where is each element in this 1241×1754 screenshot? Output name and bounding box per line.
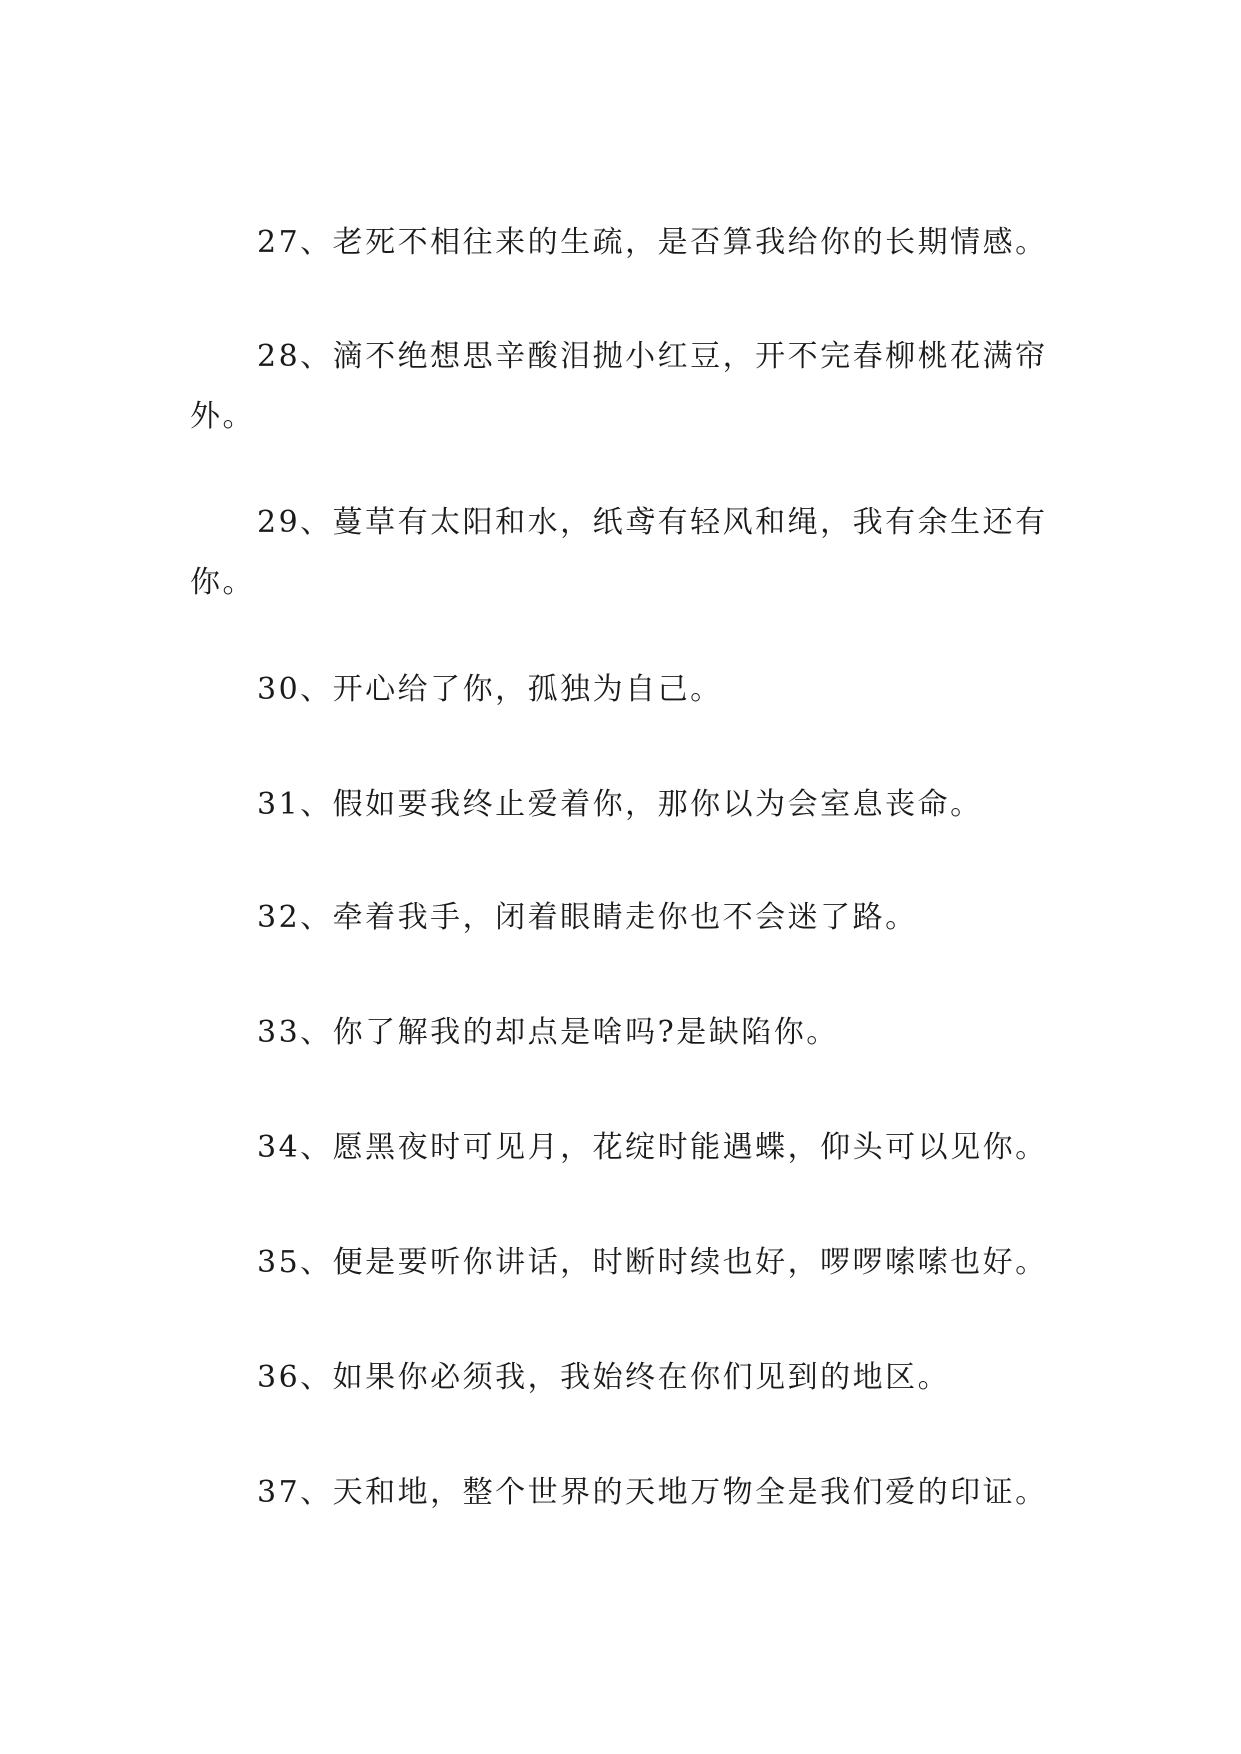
paragraph-31: 31、假如要我终止爱着你，那你以为会室息丧命。 — [257, 787, 983, 822]
paragraph-32: 32、牵着我手，闭着眼睛走你也不会迷了路。 — [257, 900, 918, 935]
paragraph-30: 30、开心给了你，孤独为自己。 — [257, 672, 723, 707]
paragraph-29: 29、蔓草有太阳和水，纸鸢有轻风和绳，我有余生还有你。 — [190, 505, 1048, 600]
paragraph-34: 34、愿黑夜时可见月，花绽时能遇蝶，仰头可以见你。 — [257, 1130, 1048, 1165]
paragraph-35: 35、便是要听你讲话，时断时续也好，啰啰嗦嗦也好。 — [257, 1245, 1048, 1280]
paragraph-27: 27、老死不相往来的生疏，是否算我给你的长期情感。 — [257, 225, 1048, 260]
paragraph-28: 28、滴不绝想思辛酸泪抛小红豆，开不完春柳桃花满帘外。 — [190, 339, 1048, 434]
paragraph-37: 37、天和地，整个世界的天地万物全是我们爱的印证。 — [257, 1475, 1048, 1510]
paragraph-33: 33、你了解我的却点是啥吗?是缺陷你。 — [257, 1015, 839, 1050]
paragraph-36: 36、如果你必须我，我始终在你们见到的地区。 — [257, 1360, 951, 1395]
